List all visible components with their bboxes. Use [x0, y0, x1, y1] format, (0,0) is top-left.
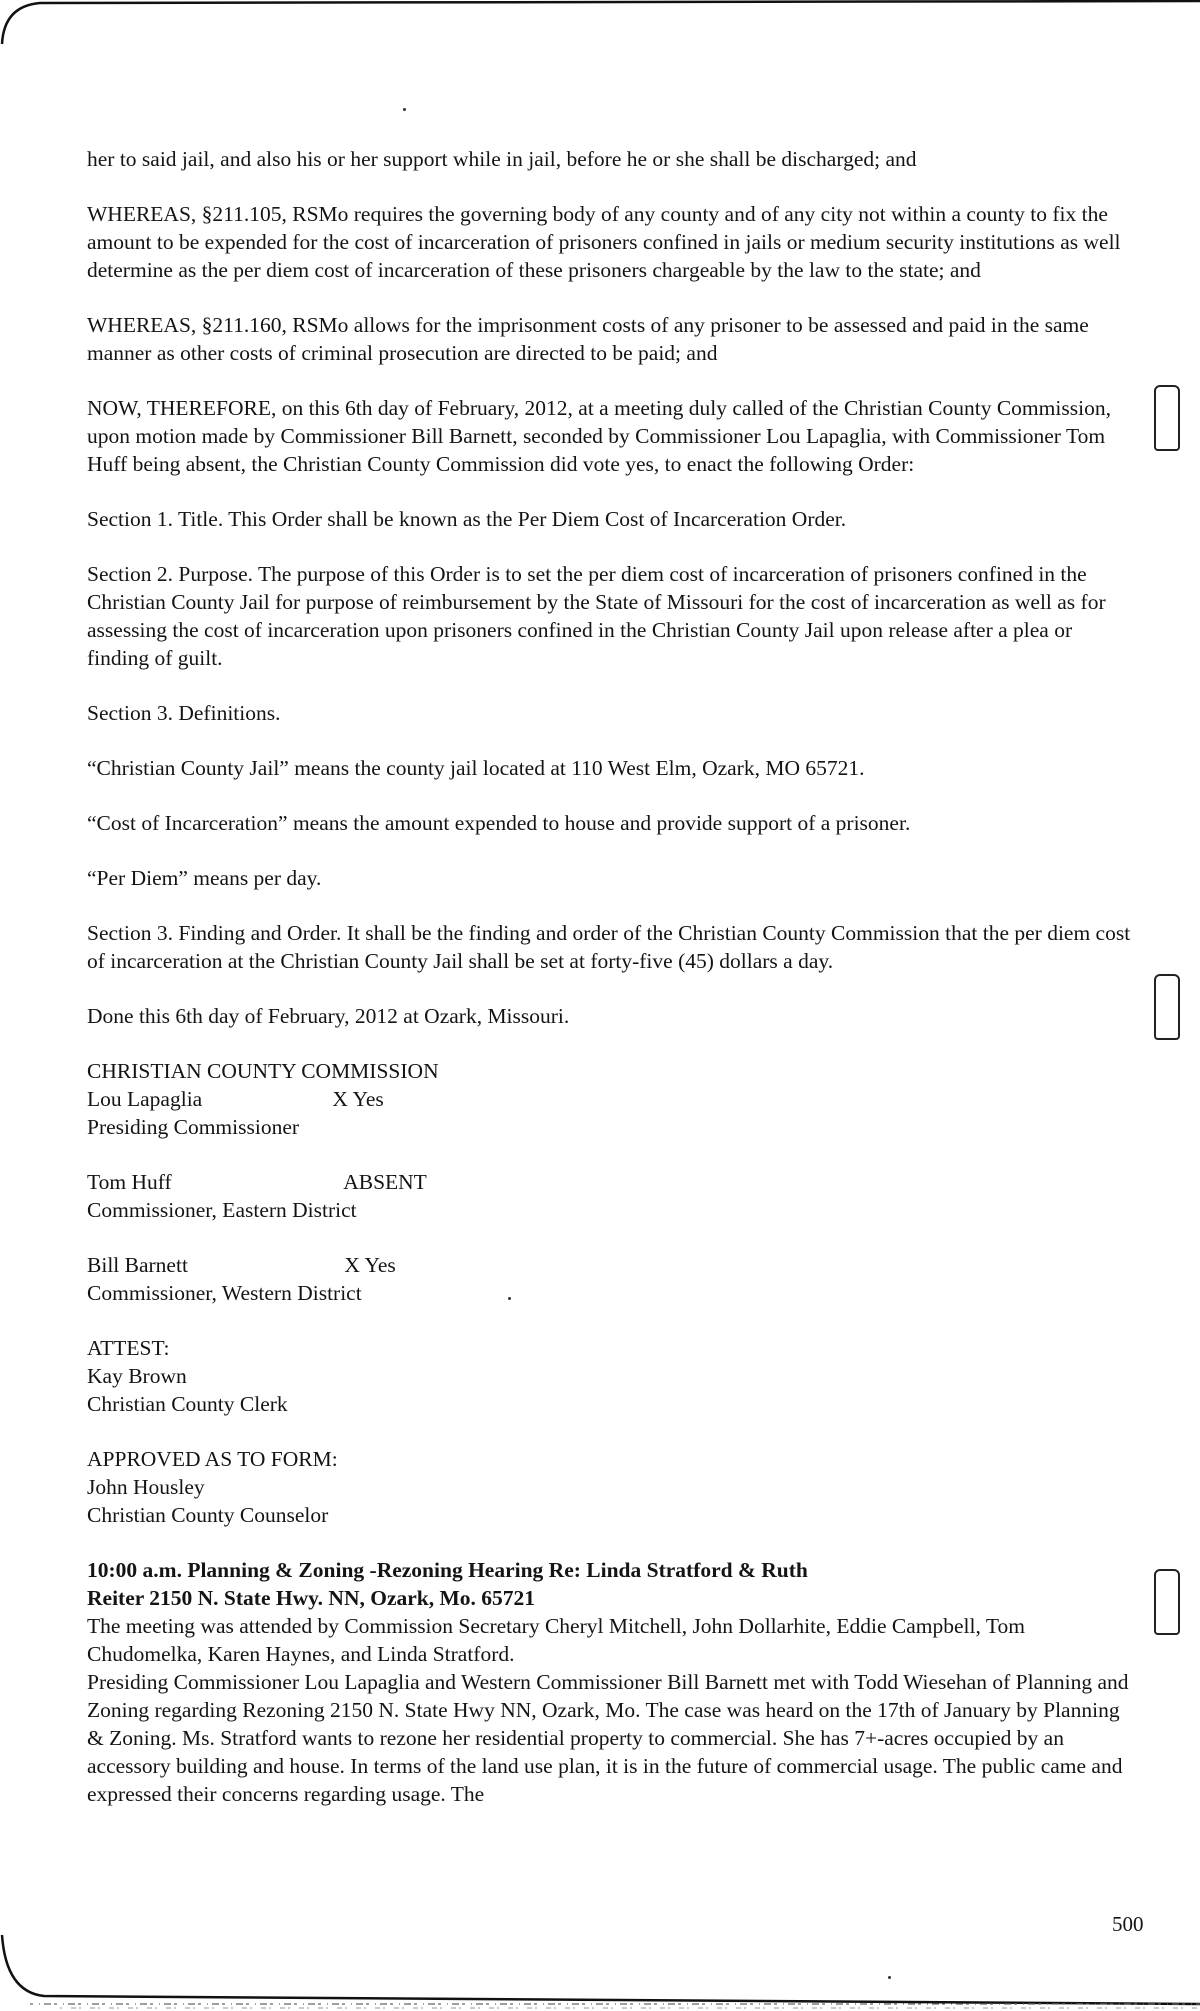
approved-title: Christian County Counselor	[87, 1503, 329, 1527]
paragraph-whereas-211-105: WHEREAS, §211.105, RSMo requires the governing body of any county and of any city not within a county to fix the amount to be expended for the cost of incarceration of prisoners confined in jails or medium security institutions as well determine as the per diem cost of incarceration of these prisoners chargeable by the law to the state; and	[87, 202, 1121, 282]
signatory-vote: X Yes	[332, 1087, 384, 1111]
approved-block	[87, 1445, 1137, 1529]
approved-name: John Housley	[87, 1475, 205, 1499]
done-date: Done this 6th day of February, 2012 at Ozark, Missouri.	[87, 1004, 570, 1028]
hearing-heading-line-2: Reiter 2150 N. State Hwy. NN, Ozark, Mo. 65721	[87, 1586, 536, 1610]
vote-row	[87, 1085, 1137, 1113]
signatory-title: Presiding Commissioner	[87, 1115, 300, 1139]
margin-bracket-mark	[1154, 385, 1180, 451]
hearing-heading-line-1: 10:00 a.m. Planning & Zoning -Rezoning Hearing Re: Linda Stratford & Ruth	[87, 1558, 808, 1582]
scan-edge-noise	[0, 1996, 1200, 2011]
section-3-finding: Section 3. Finding and Order. It shall be the finding and order of the Christian County Commission that the per diem cost of incarceration at the Christian County Jail shall be set at forty-five (45) dollars a day.	[87, 921, 1131, 973]
vote-row	[87, 1251, 1137, 1279]
document-body	[87, 145, 1137, 1808]
attest-title: Christian County Clerk	[87, 1392, 288, 1416]
margin-bracket-mark	[1154, 974, 1180, 1040]
signatory-name: Bill Barnett	[87, 1253, 188, 1277]
scan-speck	[403, 108, 406, 111]
page-number: 500	[1112, 1912, 1144, 1936]
signatory-name: Tom Huff	[87, 1170, 172, 1194]
paragraph-now-therefore: NOW, THEREFORE, on this 6th day of February, 2012, at a meeting duly called of the Christian County Commission, upon motion made by Commissioner Bill Barnett, seconded by Commissioner Lou Lapaglia, with Commissioner Tom Huff being absent, the Christian County Commission did vote yes, to enact the following Order:	[87, 396, 1111, 476]
signatory-vote: X Yes	[344, 1253, 396, 1277]
section-3-definitions: Section 3. Definitions.	[87, 701, 281, 725]
margin-bracket-mark	[1154, 1569, 1180, 1635]
signatory-name: Lou Lapaglia	[87, 1087, 203, 1111]
approved-label: APPROVED AS TO FORM:	[87, 1447, 338, 1471]
scan-speck	[888, 1976, 891, 1979]
signatory-vote: ABSENT	[343, 1170, 427, 1194]
hearing-attendance: The meeting was attended by Commission Secretary Cheryl Mitchell, John Dollarhite, Eddie Campbell, Tom Chudomelka, Karen Haynes, and Linda Stratford.	[87, 1614, 1025, 1666]
signatory-title: Commissioner, Western District	[87, 1281, 362, 1305]
signature-block-huff	[87, 1168, 1137, 1224]
attest-name: Kay Brown	[87, 1364, 187, 1388]
definition-cost: “Cost of Incarceration” means the amount expended to house and provide support of a prisoner.	[87, 811, 911, 835]
section-1-title: Section 1. Title. This Order shall be known as the Per Diem Cost of Incarceration Order.	[87, 507, 847, 531]
vote-row	[87, 1168, 1137, 1196]
attest-label: ATTEST:	[87, 1336, 170, 1360]
signatory-title: Commissioner, Eastern District	[87, 1198, 357, 1222]
commission-heading: CHRISTIAN COUNTY COMMISSION	[87, 1059, 439, 1083]
signature-block-lapaglia	[87, 1057, 1137, 1141]
hearing-body: Presiding Commissioner Lou Lapaglia and Western Commissioner Bill Barnett met with Todd Wiesehan of Planning and Zoning regarding Rezoning 2150 N. State Hwy NN, Ozark, Mo. The case was heard on the 17th of January by Planning & Zoning. Ms. Stratford wants to rezone her residential property to commercial. She has 7+-acres occupied by an accessory building and house. In terms of the land use plan, it is in the future of commercial usage. The public came and expressed their concerns regarding usage. The	[87, 1670, 1129, 1806]
attest-block	[87, 1334, 1137, 1418]
section-2-purpose: Section 2. Purpose. The purpose of this Order is to set the per diem cost of incarceration of prisoners confined in the Christian County Jail for purpose of reimbursement by the State of Missouri for the cost of incarceration as well as for assessing the cost of incarceration upon prisoners confined in the Christian County Jail upon release after a plea or finding of guilt.	[87, 562, 1106, 670]
signature-block-barnett	[87, 1251, 1137, 1307]
paragraph-whereas-211-160: WHEREAS, §211.160, RSMo allows for the imprisonment costs of any prisoner to be assessed and paid in the same manner as other costs of criminal prosecution are directed to be paid; and	[87, 313, 1089, 365]
hearing-section	[87, 1556, 1137, 1808]
definition-per-diem: “Per Diem” means per day.	[87, 866, 322, 890]
paragraph-continuation: her to said jail, and also his or her support while in jail, before he or she shall be discharged; and	[87, 147, 917, 171]
definition-jail: “Christian County Jail” means the county jail located at 110 West Elm, Ozark, MO 65721.	[87, 756, 865, 780]
